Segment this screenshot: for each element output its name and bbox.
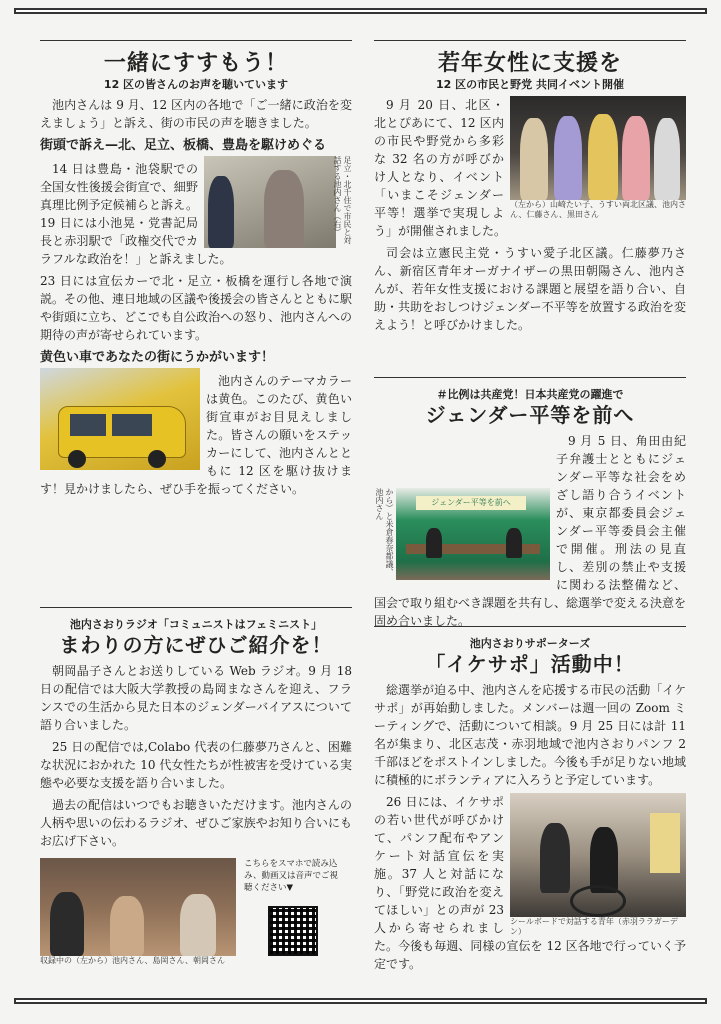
body-paragraph: 23 日には宣伝カーで北・足立・板橋を運行し各地で演説。その他、連日地域の区議や後援会の皆さんとともに駅や街頭に立ち、どこでも自公政治への怒り、池内さんへの期待の声が寄せられています。 xyxy=(40,274,353,342)
photo-radio-recording xyxy=(40,858,236,956)
kicker: ＃比例は共産党！日本共産党の躍進で xyxy=(436,388,624,401)
kicker: 池内さおりラジオ「コミュニストはフェミニスト」 xyxy=(69,618,323,631)
body-paragraph: 池内さんのテーマカラーは黄色。このたび、黄色い街宣車がお目見えしました。皆さんの願いをステッカーにして、池内さんとともに 12 区を駆け抜けます！見かけましたら、ぜひ手を振ってください。 xyxy=(40,374,352,496)
left-column xyxy=(40,40,352,974)
photo-caption: から）と米倉春奈都議、池内さん xyxy=(375,488,394,576)
photo-caption: シールボードで対話する青年（赤羽ララガーデン） xyxy=(510,917,678,936)
subheadline: 12 区の市民と野党 共同イベント開催 xyxy=(436,78,624,91)
body-paragraph: 朝岡晶子さんとお送りしている Web ラジオ。9 月 18 日の配信では大阪大学教授の島岡まなさんを迎え、フランスでの生活から見た日本のジェンダーバイアスについて語り合いました。 xyxy=(40,664,352,732)
bottom-border xyxy=(14,998,707,1004)
headline: 一緒にすすもう！ xyxy=(103,51,289,76)
body-paragraph: 司会は立憲民主党・うすい愛子北区議。仁藤夢乃さん、新宿区青年オーガナイザーの黒田朝陽さん、池内さんが、若年女性支援における課題と展望を語り合い、自助・共助をおしつけジェンダー不平等を放置する政治を変えよう！と呼びかけました。 xyxy=(374,246,686,332)
body-paragraph: 9 月 20 日、北区・北とぴあにて、12 区内の市民や野党から多彩な 32 名の方が呼びかけ人となり、イベント「いまこそジェンダー平等！選挙で実現しよう」が開催されました。 xyxy=(374,98,507,238)
article-ikesapo xyxy=(374,626,686,973)
qr-code[interactable] xyxy=(268,906,318,956)
headline: 「イケサポ」活動中！ xyxy=(425,652,635,676)
lead-paragraph: 池内さんは 9 月、12 区内の各地で「ご一緒に政治を変えましょう」と訴え、街の市民の声を聴きました。 xyxy=(40,98,352,130)
headline: 若年女性に支援を xyxy=(437,51,622,76)
top-border xyxy=(14,8,707,14)
photo-caption: （左から）山崎たい子、うすい両北区議、池内さん、仁藤さん、黒田さん xyxy=(510,200,686,219)
right-column xyxy=(374,40,686,981)
body-paragraph: 9 月 5 日、角田由紀子弁護士とともにジェンダー平等な社会をめざし語り合うイベントが、東京都委員会ジェンダー平等委員会主催で開催。刑法の見直し、差別の禁止や支援に関わる法整備など、国会で取り組むべき課題を共有し、総選挙で変える決意を固め合いました。 xyxy=(374,434,687,628)
body-paragraph: 25 日の配信では,Colabo 代表の仁藤夢乃さんと、困難な状況におかれた 10 代女性たちが性被害を受けている実態や必要な支援を語り合いました。 xyxy=(40,740,352,790)
photo-street-speech xyxy=(204,156,352,248)
photo-caption: 収録中の（左から）池内さん、島岡さん、朝岡さん xyxy=(40,956,225,965)
photo-street-dialogue xyxy=(510,793,686,937)
article-young-women xyxy=(374,40,686,369)
subheadline: 12 区の皆さんのお声を聴いています xyxy=(103,78,289,91)
kicker: 池内さおりサポーターズ xyxy=(469,637,591,650)
article-together xyxy=(40,40,352,599)
photo-group xyxy=(510,96,686,220)
headline: ジェンダー平等を前へ xyxy=(425,403,635,427)
body-paragraph: 26 日には、イケサポの若い世代が呼びかけて、パンフ配布やアンケート対話宣伝を実施。37 人と対話になり、「野党に政治を変えてほしい」との声が 23 人から寄せられました。今後も毎週、同様の宣伝を 12 区各地で行っていく予定です。 xyxy=(374,795,686,971)
qr-instruction: こちらをスマホで読み込み、動画又は音声でご視聴ください▼ xyxy=(244,859,339,893)
event-banner: ジェンダー平等を前へ xyxy=(416,496,526,510)
headline: まわりの方にぜひご紹介を！ xyxy=(59,633,333,657)
body-paragraph: 14 日は豊島・池袋駅での全国女性後援会街宣で、細野真理比例予定候補らと訴え。19 日には小池晃・党書記局長と赤羽駅で「政権交代でカラフルな政治を！」と訴えました。 xyxy=(40,162,232,266)
article-radio xyxy=(40,607,352,966)
section-heading: 黄色い車であなたの街にうかがいます！ xyxy=(40,350,275,365)
body-paragraph: 総選挙が迫る中、池内さんを応援する市民の活動「イケサポ」が再始動しました。メンバーは週一回の Zoom ミーティングで、活動について相談。9 月 25 日には計 11 名が集まり、北区志茂・赤羽地域で池内さおりパンフ 2 千部ほどをポストインしました。今後も手が足りない地域に積極的にボランティアに入ろうと予定しています。 xyxy=(374,683,686,787)
photo-yellow-car xyxy=(40,368,200,470)
section-heading: 街頭で訴え—北、足立、板橋、豊島を駆けめぐる xyxy=(40,138,327,153)
photo-caption: 足立・北千住で市民と対話する池内さん（右） xyxy=(333,156,352,244)
body-paragraph: 過去の配信はいつでもお聴きいただけます。池内さんの人柄や思いの伝わるラジオ、ぜひご家族やお知り合いにもお広げ下さい。 xyxy=(40,798,352,848)
article-gender-equality xyxy=(374,377,687,628)
photo-talk-event xyxy=(374,488,550,580)
